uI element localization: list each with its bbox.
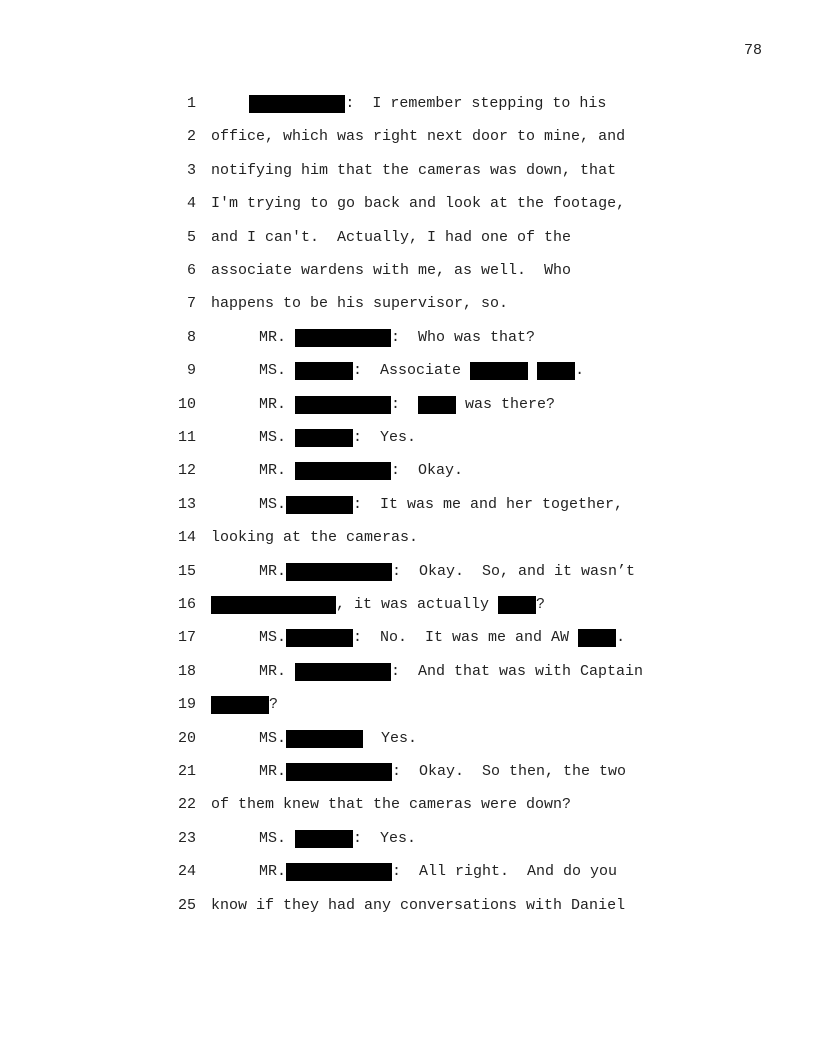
redaction-block [295,362,353,380]
line-text [211,729,417,749]
redaction-block [295,830,353,848]
line-segment: Yes. [363,729,418,747]
line-segment: . [616,629,626,647]
line-text [211,294,508,314]
transcript-line [0,194,816,214]
line-number: 7 [186,295,196,313]
line-segment: : And that was with Captain [391,662,644,680]
line-number: 17 [177,629,196,647]
transcript-line [0,495,816,515]
line-segment: : No. It was me and AW [353,629,579,647]
line-number: 9 [186,362,196,380]
line-segment: happens to be his supervisor, so. [211,295,509,313]
redaction-block [295,329,391,347]
line-number: 3 [186,161,196,179]
redaction-block [286,863,392,881]
redaction-block [211,696,269,714]
line-number: 15 [177,562,196,580]
transcript-line [0,729,816,749]
line-segment: : Okay. So, and it wasn’t [392,562,636,580]
line-segment: looking at the cameras. [211,529,419,547]
line-segment: and I can't. Actually, I had one of the [211,228,572,246]
line-number: 8 [186,328,196,346]
line-number: 5 [186,228,196,246]
line-number: 2 [186,128,196,146]
transcript-line [0,94,816,114]
line-text [211,161,616,181]
line-segment: was there? [456,395,556,413]
line-segment: ? [269,696,279,714]
line-segment: : Yes. [353,429,417,446]
line-segment: MS. [259,629,287,647]
redaction-block [295,663,391,681]
line-segment: MR. [259,562,287,580]
line-text [211,395,555,415]
transcript-line [0,127,816,147]
line-segment: MS. [259,729,287,747]
redaction-block [286,763,392,781]
line-number: 11 [177,429,196,446]
line-segment: associate wardens with me, as well. Who [211,262,572,279]
line-segment: MS. [259,429,296,446]
line-number: 13 [177,495,196,513]
line-segment: MR. [259,763,287,780]
line-text [211,228,571,248]
line-text [211,495,623,515]
redaction-block [249,95,345,113]
transcript-line [0,161,816,181]
transcript-line [0,595,816,615]
line-text [211,795,571,815]
redaction-block [295,429,353,447]
line-segment: MS. [259,829,296,847]
line-text [211,194,625,214]
transcript-line [0,461,816,481]
line-number: 23 [177,829,196,847]
transcript-line [0,662,816,682]
line-segment: notifying him that the cameras was down, that [211,161,617,179]
line-segment: I'm trying to go back and look at the footage, [211,195,626,213]
line-number: 1 [186,95,196,112]
transcript-line [0,829,816,849]
line-segment: : Okay. So then, the two [392,763,627,780]
transcript-line [0,328,816,348]
line-segment: office, which was right next door to mine, and [211,128,626,146]
line-text [211,361,584,381]
line-number: 10 [177,395,196,413]
line-segment [528,361,537,381]
line-segment: know if they had any conversations with Daniel [211,896,626,914]
line-segment: . [575,362,585,380]
transcript-line [0,428,816,448]
line-number: 14 [177,529,196,547]
line-segment: MR. [259,395,296,413]
line-text [211,862,617,882]
line-segment: MR. [259,662,296,680]
line-text [211,896,625,916]
line-segment: : All right. And do you [392,863,618,881]
redaction-block [286,730,363,748]
line-segment: : Associate [353,362,471,380]
line-number: 12 [177,462,196,480]
transcript-line [0,896,816,916]
line-text [211,628,625,648]
line-number: 24 [177,863,196,881]
line-number: 20 [177,729,196,747]
line-number: 19 [177,696,196,714]
line-number: 6 [186,262,196,279]
redaction-block [286,629,353,647]
line-text [211,328,535,348]
redaction-block [418,396,456,414]
line-segment: MR. [259,462,296,480]
line-text [211,695,278,715]
page-number: 78 [743,42,762,59]
line-segment: : Okay. [391,462,464,480]
line-text [211,428,416,448]
line-segment: , it was actually [336,596,499,613]
line-segment: MR. [259,328,296,346]
redaction-block [286,563,392,581]
transcript-line [0,395,816,415]
line-segment: MR. [259,863,287,881]
redaction-block [286,496,353,514]
line-text [211,762,626,782]
transcript-line [0,628,816,648]
redaction-block [295,396,391,414]
line-segment: MS. [259,495,287,513]
line-text [211,461,463,481]
line-text [211,94,606,114]
line-text [211,127,625,147]
line-segment: : [391,395,419,413]
line-text [211,595,545,615]
transcript-line [0,695,816,715]
line-segment: MS. [259,362,296,380]
line-segment: : I remember stepping to his [345,95,607,112]
line-text [211,528,418,548]
transcript-line [0,294,816,314]
transcript-line [0,528,816,548]
redaction-block [578,629,616,647]
transcript-line [0,762,816,782]
transcript-line [0,361,816,381]
line-segment: ? [536,596,546,613]
transcript-line [0,862,816,882]
transcript-line [0,228,816,248]
line-text [211,662,643,682]
redaction-block [211,596,336,614]
line-segment: : Who was that? [391,328,536,346]
transcript-line [0,562,816,582]
transcript-line [0,795,816,815]
line-segment: : It was me and her together, [353,495,624,513]
line-text [211,562,635,582]
redaction-block [498,596,536,614]
line-text [211,829,416,849]
redaction-block [537,362,575,380]
redaction-block [295,462,391,480]
line-segment: : Yes. [353,829,417,847]
line-number: 21 [177,763,196,780]
line-number: 4 [186,195,196,213]
line-text [211,261,571,281]
redaction-block [470,362,528,380]
line-number: 22 [177,796,196,814]
line-number: 16 [177,596,196,613]
line-number: 25 [177,896,196,914]
transcript-line [0,261,816,281]
line-segment: of them knew that the cameras were down? [211,796,572,814]
line-number: 18 [177,662,196,680]
